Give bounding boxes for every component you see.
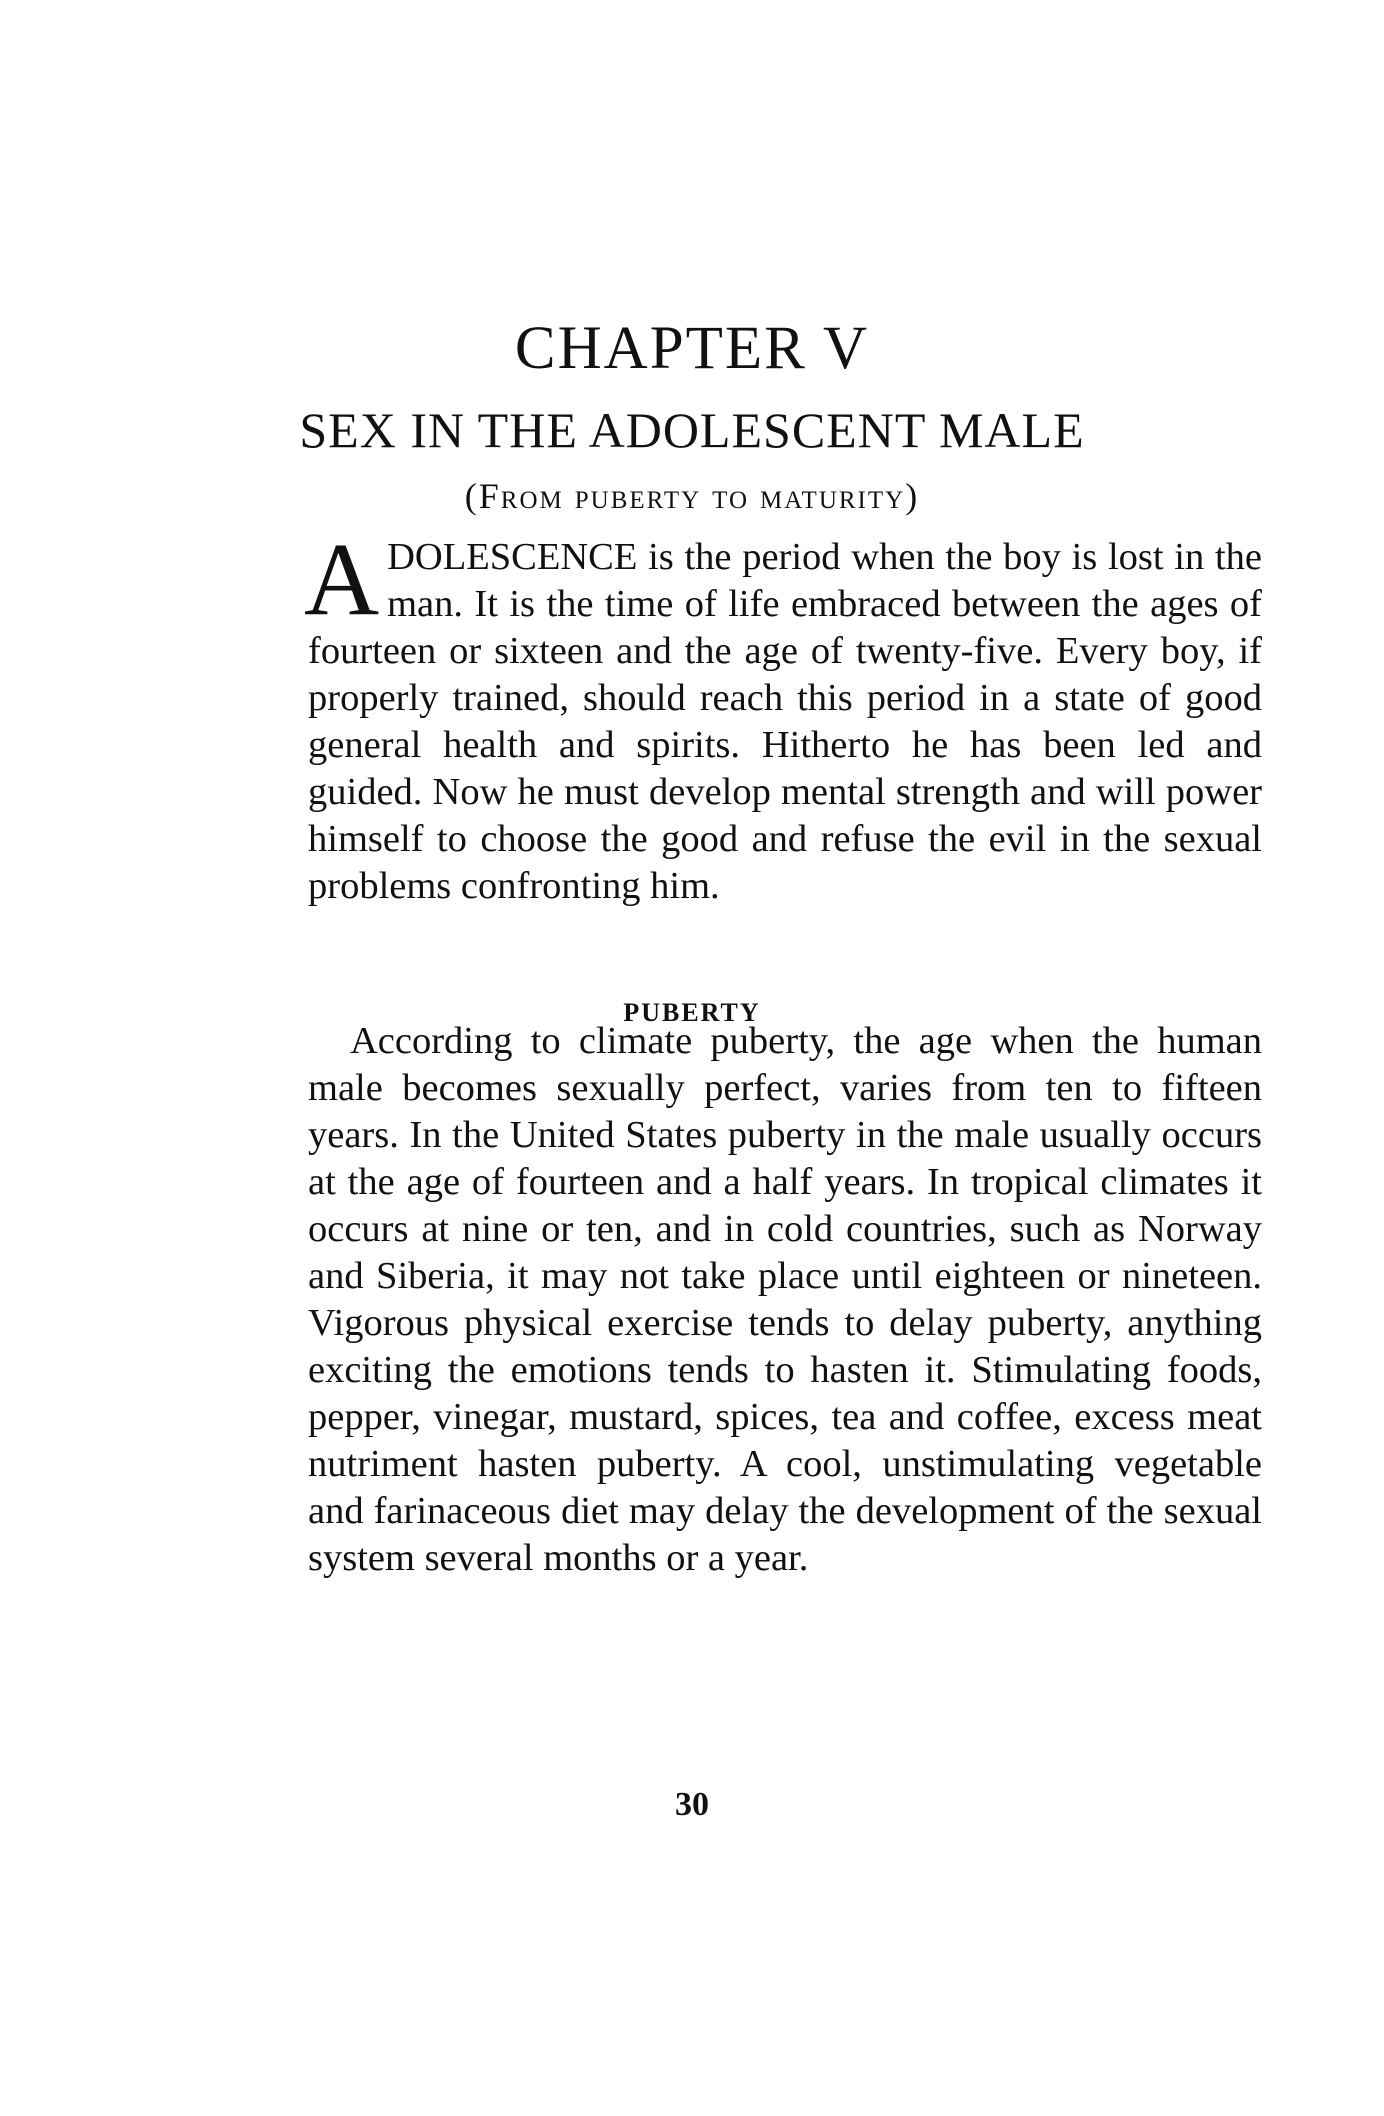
page-number: 30	[675, 1786, 709, 1823]
drop-cap: A	[304, 522, 380, 637]
opening-paragraph	[304, 522, 1262, 910]
section-paragraph: According to climate puberty, the age when the human male becomes sexually perfect, varies from ten to fifteen years. In the United States puberty in the male usually occurs at the age of fourteen and a half years. In tropical climates it occurs at nine or ten, and in cold countries, such as Norway and Siberia, it may not take place until eighteen or nineteen. Vigorous physical exercise tends to delay puberty, anything exciting the emotions tends to hasten it. Stimulating foods, pepper, vinegar, mustard, spices, tea and coffee, excess meat nutriment hasten puberty. A cool, unstimulating vegetable and farinaceous diet may delay the development of the sexual system several months or a year.	[308, 1020, 1262, 1579]
section-heading: PUBERTY	[623, 998, 761, 1027]
chapter-title: CHAPTER V	[514, 315, 870, 382]
chapter-scope: (From puberty to maturity)	[464, 476, 920, 516]
lead-word: DOLESCENCE	[387, 536, 638, 578]
opening-paragraph-text: is the period when the boy is lost in the man. It is the time of life embraced between the ages of fourteen or sixteen and the age of twenty-five. Every boy, if properly trained, should reach this period in a state of good general health and spirits. Hitherto he has been led and guided. Now he must develop mental strength and will power himself to choose the good and refuse the evil in the sexual problems confronting him.	[308, 536, 1262, 907]
chapter-subtitle: SEX IN THE ADOLESCENT MALE	[299, 402, 1085, 458]
